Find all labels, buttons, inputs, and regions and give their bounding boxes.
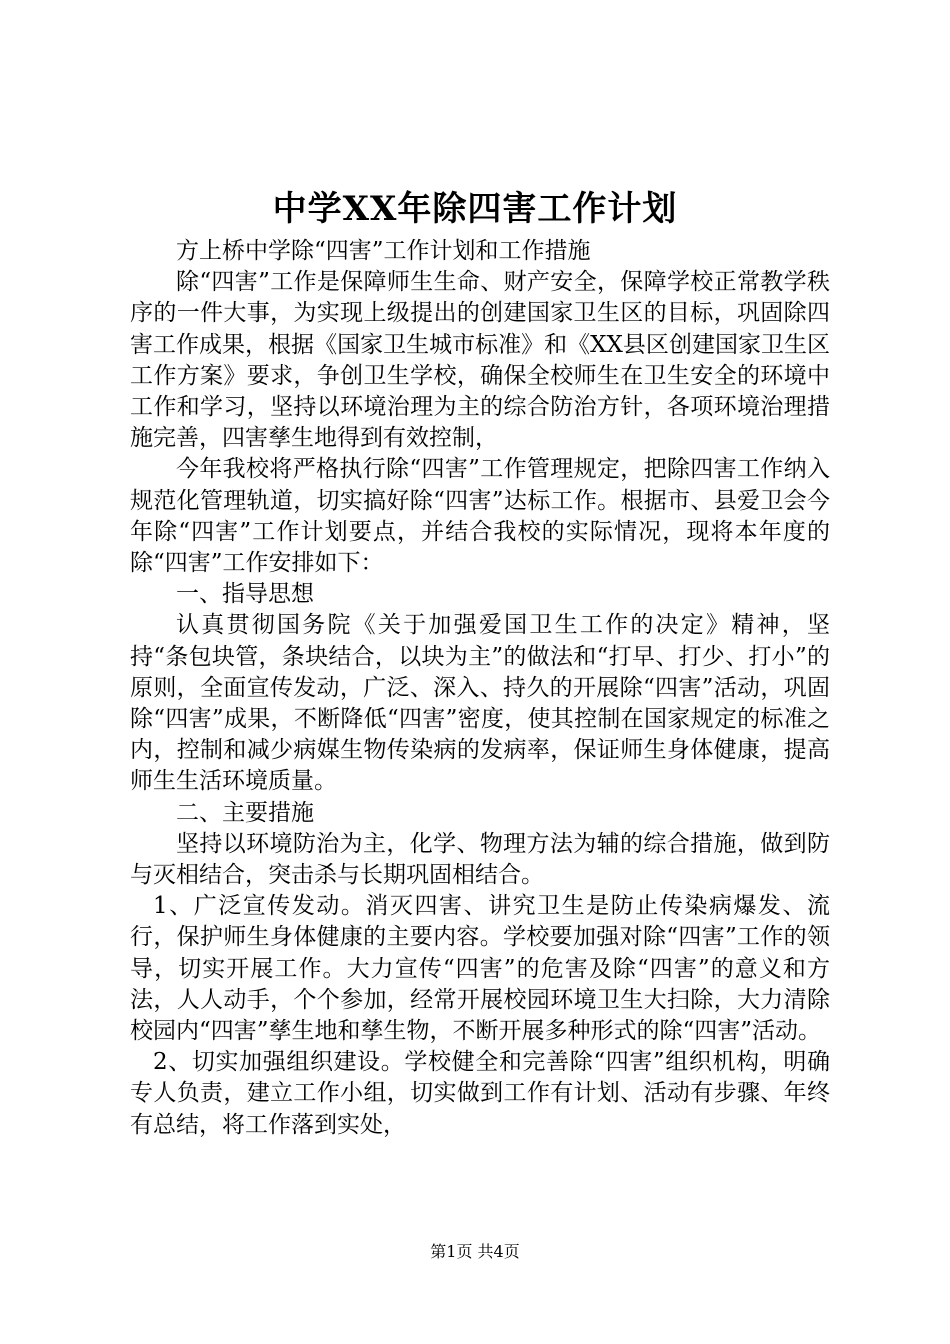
page-footer: 第1页 共4页 xyxy=(430,1242,520,1261)
paragraph-intro: 除“四害”工作是保障师生生命、财产安全，保障学校正常教学秩序的一件大事，为实现上级提出的创建国家卫生区的目标，巩固除四害工作成果，根据《国家卫生城市标准》和《XX县区创建国家卫生区工作方案》要求，争创卫生学校，确保全校师生在卫生安全的环境中工作和学习，坚持以环境治理为主的综合防治方针，各项环境治理措施完善，四害孳生地得到有效控制， xyxy=(130,269,830,452)
paragraph-measure-2: 2、切实加强组织建设。学校健全和完善除“四害”组织机构，明确专人负责，建立工作小组，切实做到工作有计划、活动有步骤、年终有总结，将工作落到实处， xyxy=(130,1049,830,1138)
paragraph-guiding-thought: 认真贯彻国务院《关于加强爱国卫生工作的决定》精神，坚持“条包块管，条块结合，以块为主”的做法和“打早、打少、打小”的原则，全面宣传发动，广泛、深入、持久的开展除“四害”活动，巩固除“四害”成果，不断降低“四害”密度，使其控制在国家规定的标准之内，控制和减少病媒生物传染病的发病率，保证师生身体健康，提高师生生活环境质量。 xyxy=(130,612,830,795)
section-heading-main-measures: 二、主要措施 xyxy=(176,799,314,826)
paragraph-main-measures: 坚持以环境防治为主，化学、物理方法为辅的综合措施，做到防与灭相结合，突击杀与长期巩固相结合。 xyxy=(130,830,830,889)
document-body xyxy=(130,236,830,1141)
paragraph-subtitle: 方上桥中学除“四害”工作计划和工作措施 xyxy=(176,238,591,264)
document-title: 中学XX年除四害工作计划 xyxy=(272,189,678,229)
paragraph-plan: 今年我校将严格执行除“四害”工作管理规定，把除四害工作纳入规范化管理轨道，切实搞好除“四害”达标工作。根据市、县爱卫会今年除“四害”工作计划要点，并结合我校的实际情况，现将本年度的除“四害”工作安排如下： xyxy=(130,456,830,577)
paragraph-measure-1: 1、广泛宣传发动。消灭四害、讲究卫生是防止传染病爆发、流行，保护师生身体健康的主要内容。学校要加强对除“四害”工作的领导，切实开展工作。大力宣传“四害”的危害及除“四害”的意义和方法，人人动手，个个参加，经常开展校园环境卫生大扫除，大力清除校园内“四害”孳生地和孳生物，不断开展多种形式的除“四害”活动。 xyxy=(130,893,830,1045)
section-heading-guiding-thought: 一、指导思想 xyxy=(176,581,314,608)
